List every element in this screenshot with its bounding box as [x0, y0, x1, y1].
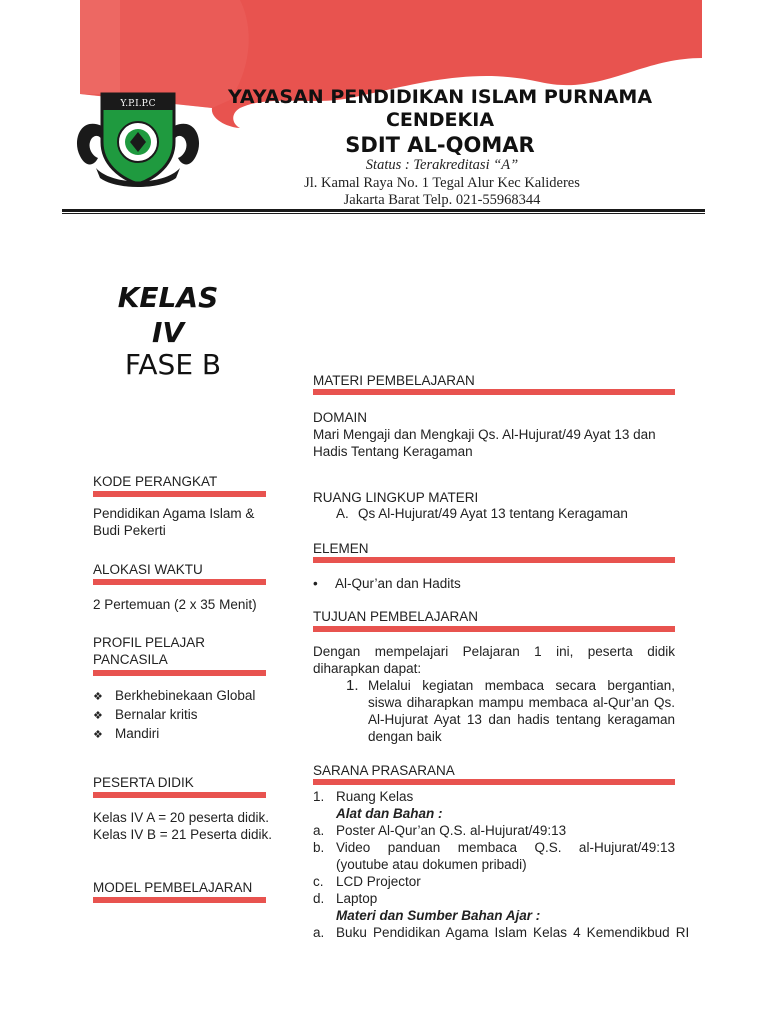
elemen-label: ELEMEN — [313, 541, 369, 556]
ruang-lingkup-item: A. Qs Al-Hujurat/49 Ayat 13 tentang Keragaman — [336, 506, 628, 521]
diamond-bullet-icon: ❖ — [93, 729, 103, 741]
org-name: YAYASAN PENDIDIKAN ISLAM PURNAMA CENDEKIA — [227, 86, 653, 131]
kode-perangkat-bar — [93, 491, 266, 497]
alokasi-waktu-label: ALOKASI WAKTU — [93, 562, 203, 577]
profil-pelajar-list — [93, 687, 268, 744]
tujuan-intro: Dengan mempelajari Pelajaran 1 ini, peserta didik diharapkan dapat: — [313, 644, 675, 676]
list-item: b. Video panduan membaca Q.S. al-Hujurat/49:13 (youtube atau dokumen pribadi) — [313, 840, 675, 872]
ruang-lingkup-label: RUANG LINGKUP MATERI — [313, 490, 479, 505]
tujuan-item: 1. Melalui kegiatan membaca secara bergantian, siswa diharapkan mampu membaca al-Qur’an Qs. Al-Hujurat Ayat 13 dan hadis tentang keragaman dengan baik — [346, 677, 675, 744]
accreditation-status: Status : Terakreditasi “A” — [365, 157, 519, 173]
list-item: d. Laptop — [313, 891, 378, 906]
list-item: ❖ Bernalar kritis — [93, 706, 268, 725]
materi-pembelajaran-bar — [313, 389, 675, 395]
model-pembelajaran-bar — [93, 897, 266, 903]
alokasi-waktu-bar — [93, 579, 266, 585]
school-address: Jl. Kamal Raya No. 1 Tegal Alur Kec Kalideres Jakarta Barat Telp. 021-55968344 — [304, 175, 580, 208]
diamond-bullet-icon: ❖ — [93, 691, 103, 703]
svg-text:Y.P.I.P.C: Y.P.I.P.C — [120, 99, 156, 109]
school-name: SDIT AL-QOMAR — [345, 133, 535, 157]
tujuan-pembelajaran-bar — [313, 626, 675, 632]
bullet-dot-icon: • — [313, 576, 318, 591]
model-pembelajaran-label: MODEL PEMBELAJARAN — [93, 880, 253, 895]
elemen-bar — [313, 557, 675, 563]
profil-pelajar-bar — [93, 670, 266, 676]
list-item: a. Poster Al-Qur’an Q.S. al-Hujurat/49:13 — [313, 823, 567, 838]
materi-pembelajaran-label: MATERI PEMBELAJARAN — [313, 373, 475, 388]
sarana-prasarana-bar — [313, 779, 675, 785]
alokasi-waktu-value: 2 Pertemuan (2 x 35 Menit) — [93, 597, 257, 612]
diamond-bullet-icon: ❖ — [93, 710, 103, 722]
peserta-didik-bar — [93, 792, 266, 798]
domain-label: DOMAIN — [313, 410, 367, 425]
peserta-didik-value: Kelas IV A = 20 peserta didik. Kelas IV B = 21 Peserta didik. — [93, 810, 272, 842]
header-divider-thick — [62, 209, 705, 212]
peserta-didik-label: PESERTA DIDIK — [93, 775, 194, 790]
phase-title: FASE B — [124, 348, 222, 381]
list-item: c. LCD Projector — [313, 874, 421, 889]
list-item: a. Buku Pendidikan Agama Islam Kelas 4 Kemendikbud RI — [313, 925, 690, 940]
domain-value: Mari Mengaji dan Mengkaji Qs. Al-Hujurat/49 Ayat 13 dan Hadis Tentang Keragaman — [313, 427, 656, 459]
list-item: 1. Ruang Kelas — [313, 789, 414, 804]
list-item: ❖ Berkhebinekaan Global — [93, 687, 268, 706]
class-title: KELAS IV — [117, 281, 219, 349]
kode-perangkat-value: Pendidikan Agama Islam & Budi Pekerti — [93, 506, 255, 538]
sarana-prasarana-label: SARANA PRASARANA — [313, 763, 455, 778]
sumber-bahan-heading: Materi dan Sumber Bahan Ajar : — [336, 908, 541, 923]
profil-pelajar-label: PROFIL PELAJAR PANCASILA — [93, 635, 206, 667]
kode-perangkat-label: KODE PERANGKAT — [93, 474, 218, 489]
tujuan-pembelajaran-label: TUJUAN PEMBELAJARAN — [313, 609, 479, 624]
alat-bahan-heading: Alat dan Bahan : — [336, 806, 443, 821]
list-item: ❖ Mandiri — [93, 725, 268, 744]
elemen-item: • Al-Qur’an dan Hadits — [313, 576, 461, 591]
sarana-list — [313, 788, 690, 941]
school-crest-logo — [72, 86, 204, 188]
header-divider-thin — [62, 213, 705, 214]
